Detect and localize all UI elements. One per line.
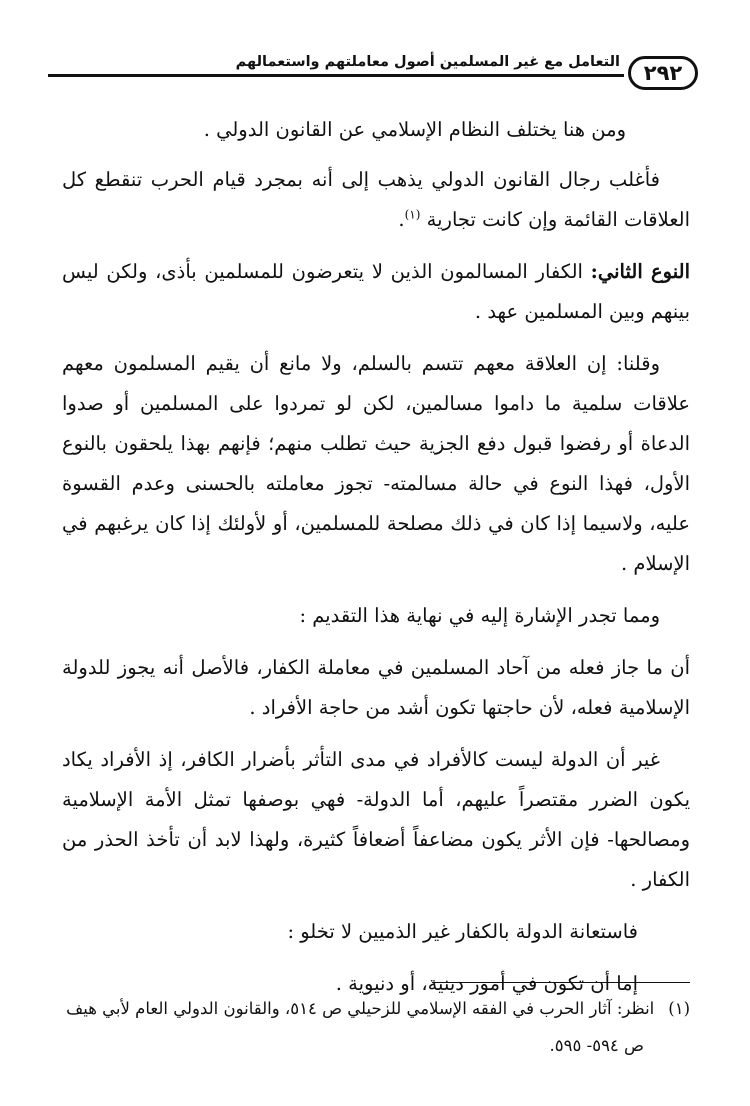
paragraph-text: الكفار المسالمون الذين لا يتعرضون للمسلمين بأذى، ولكن ليس بينهم وبين المسلمين عهد . [62,260,690,323]
header-rule [48,74,624,77]
paragraph-text: فأغلب رجال القانون الدولي يذهب إلى أنه بمجرد قيام الحرب تنقطع كل العلاقات القائمة وإن كانت تجارية [62,168,690,231]
footnote-line [62,990,690,1027]
footnote-line: ص ٥٩٤- ٥٩٥. [549,1036,644,1055]
page-number-badge: ٢٩٢ [628,56,698,90]
paragraph: غير أن الدولة ليست كالأفراد في مدى التأثر بأضرار الكافر، إذ الأفراد يكاد يكون الضرر مقتصراً عليهم، أما الدولة- فهي بوصفها تمثل الأمة الإسلامية ومصالحها- فإن الأثر يكون مضاعفاً أضعافاً كثيرة، ولهذا لابد أن تأخذ الحذر من الكفار . [62,748,690,891]
running-title: التعامل مع غير المسلمين أصول معاملتهم واستعمالهم [235,54,620,70]
footnote [62,990,690,1064]
footnote-ref: (١) [404,207,421,222]
paragraph: إما أن تكون في أمور دينية، أو دنيوية . [335,972,638,995]
main-text [62,110,690,1016]
running-header [48,44,698,100]
paragraph: وقلنا: إن العلاقة معهم تتسم بالسلم، ولا مانع أن يقيم المسلمون معهم علاقات سلمية ما داموا مسالمين، لكن لو تمردوا على المسلمين أو صدوا الدعاة أو رفضوا قبول دفع الجزية حيث تطلب منهم؛ فإنهم بهذا يلحقون بالنوع الأول، فهذا النوع في حالة مسالمته- تجوز معاملته بالحسنى وعدم القسوة عليه، ولاسيما إذا كان في ذلك مصلحة للمسلمين، أو لأولئك إذا كان يرغبهم في الإسلام . [62,352,690,575]
footnote-text: انظر: آثار الحرب في الفقه الإسلامي للزحيلي ص ٥١٤، والقانون الدولي العام لأبي هيف [66,999,655,1018]
footnote-rule [432,982,690,983]
paragraph: فاستعانة الدولة بالكفار غير الذميين لا تخلو : [287,920,638,943]
paragraph: فأغلب رجال القانون الدولي يذهب إلى أنه بمجرد قيام الحرب تنقطع كل العلاقات القائمة وإن كانت تجارية $^{(١)}$. [62,168,690,231]
paragraph: ومما تجدر الإشارة إليه في نهاية هذا التقديم : [299,604,660,627]
section-label: النوع الثاني: [590,260,691,283]
footnote-marker: (١) [668,999,690,1018]
paragraph [62,252,690,332]
paragraph: ومن هنا يختلف النظام الإسلامي عن القانون الدولي . [203,118,626,141]
paragraph: أن ما جاز فعله من آحاد المسلمين في معاملة الكفار، فالأصل أنه يجوز للدولة الإسلامية فعله، لأن حاجتها تكون أشد من حاجة الأفراد . [62,656,690,719]
